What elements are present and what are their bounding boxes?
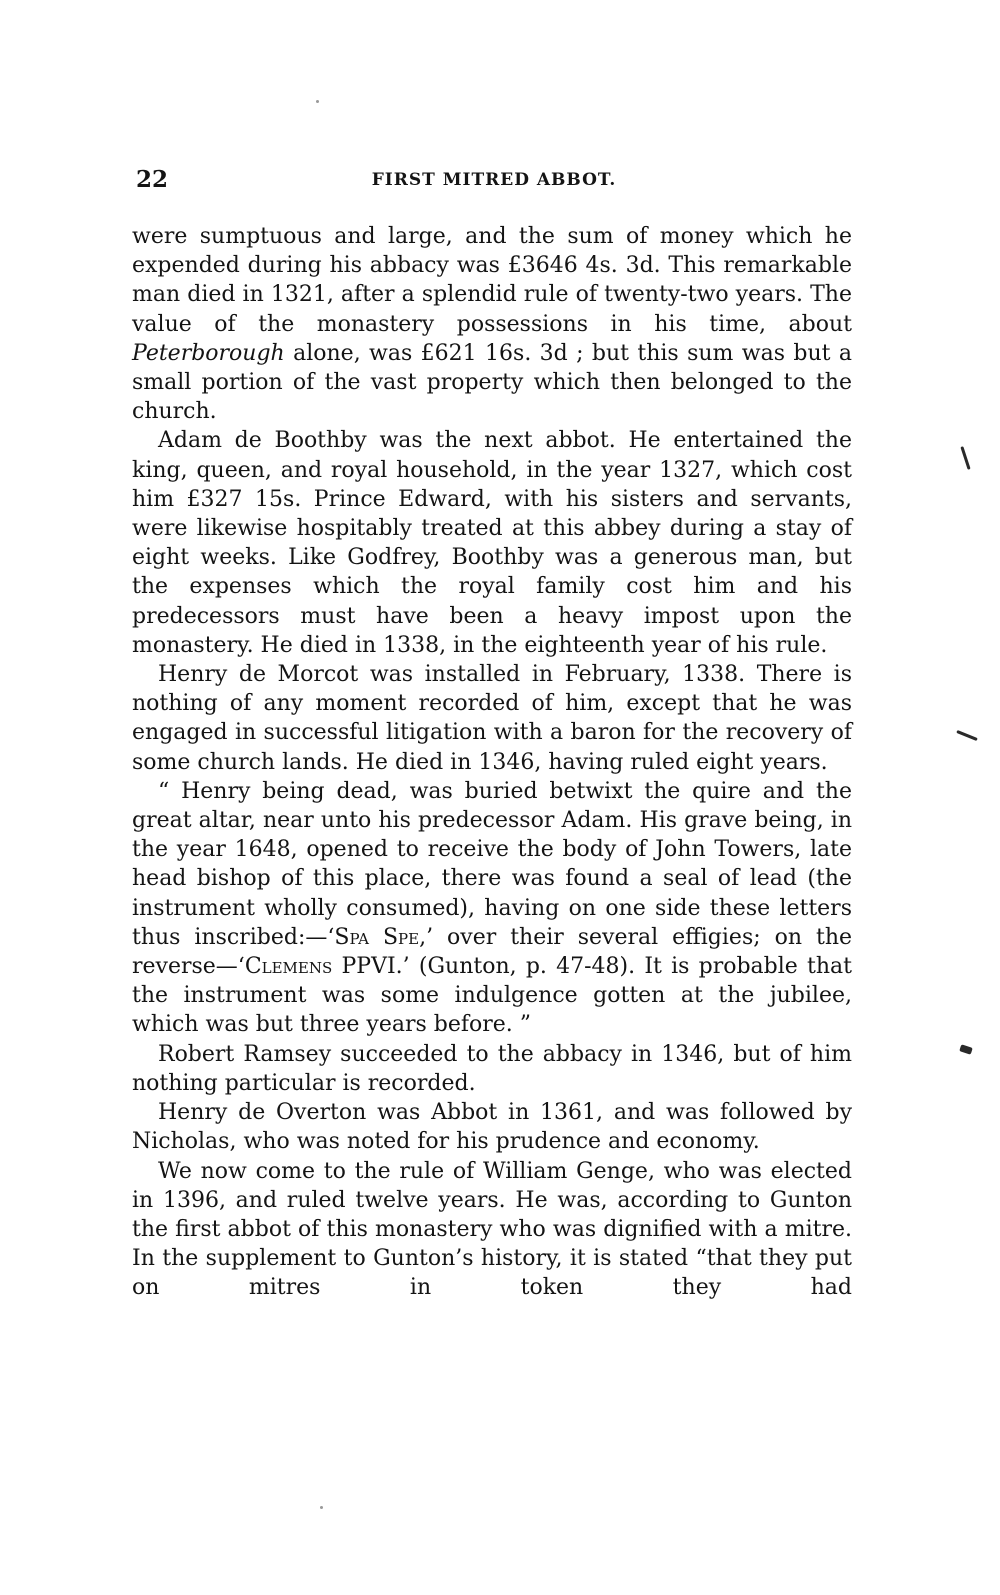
scan-margin-mark — [959, 1044, 973, 1054]
paragraph-text: alone, was £621 16s. 3d ; but this sum was but a small portion of the vast property which then belonged to the church. — [132, 340, 852, 425]
body-text — [132, 222, 852, 1303]
paragraph-henry-de-overton: Henry de Overton was Abbot in 1361, and was followed by Nicholas, who was noted for his prudence and economy. — [132, 1100, 852, 1155]
paragraph-henry-de-morcot: Henry de Morcot was installed in February, 1338. There is nothing of any moment recorded of him, except that he was engaged in successful litigation with a baron for the recovery of some church lands. He died in 1346, having ruled eight years. — [132, 662, 852, 775]
page-number: 22 — [136, 166, 169, 193]
paragraph-robert-ramsey: Robert Ramsey succeeded to the abbacy in 1346, but of him nothing particular is recorded. — [132, 1041, 852, 1096]
page-header — [136, 164, 852, 200]
italic-place-name: Peterborough — [132, 340, 285, 366]
inscription-text: Clemens — [244, 954, 333, 980]
scan-margin-mark — [960, 446, 970, 470]
quote-text: PPVI.’ (Gunton, p. 47-48). It is probable that the instrument was some indulgence gotten at the jubilee, which was but three years before. ” — [132, 954, 852, 1038]
quote-text: “ Henry being dead, was buried betwixt the quire and the great altar, near unto his predecessor Adam. His grave being, in the year 1648, opened to receive the body of John Towers, late head bishop of this place, there was found a seal of lead (the instrument wholly consumed), having on one side these letters thus inscribed:—‘ — [132, 778, 852, 950]
paragraph-gunton-quotation — [132, 777, 852, 1040]
paragraph-adam-de-boothby: Adam de Boothby was the next abbot. He entertained the king, queen, and royal household, in the year 1327, which cost him £327 15s. Prince Edward, with his sisters and servants, were likewise hospitably treated at this abbey during a stay of eight weeks. Like Godfrey, Boothby was a generous man, but the expenses which the royal family cost him and his predecessors must have been a heavy impost upon the monastery. He died in 1338, in the eighteenth year of his rule. — [132, 428, 852, 658]
paragraph-godfrey-continued — [132, 222, 852, 426]
paragraph-william-genge: We now come to the rule of William Genge, who was elected in 1396, and ruled twelve years. He was, according to Gunton the first abbot of this monastery who was dignified with a mitre. In the supplement to Gunton’s history, it is stated “that they put on mitres in token they had — [132, 1158, 852, 1301]
paragraph-text: were sumptuous and large, and the sum of money which he expended during his abbacy was £3646 4s. 3d. This remarkable man died in 1321, after a splendid rule of twenty-two years. The value of the monastery possessions in his time, about — [132, 224, 852, 337]
scan-speck — [320, 1506, 323, 1509]
scan-speck — [316, 100, 319, 103]
scan-margin-mark — [956, 730, 978, 741]
inscription-text: Spa Spe — [334, 924, 420, 950]
running-title: FIRST MITRED ABBOT. — [371, 170, 617, 190]
quote-text: ,’ over their several effigies; on the reverse—‘ — [132, 924, 853, 980]
